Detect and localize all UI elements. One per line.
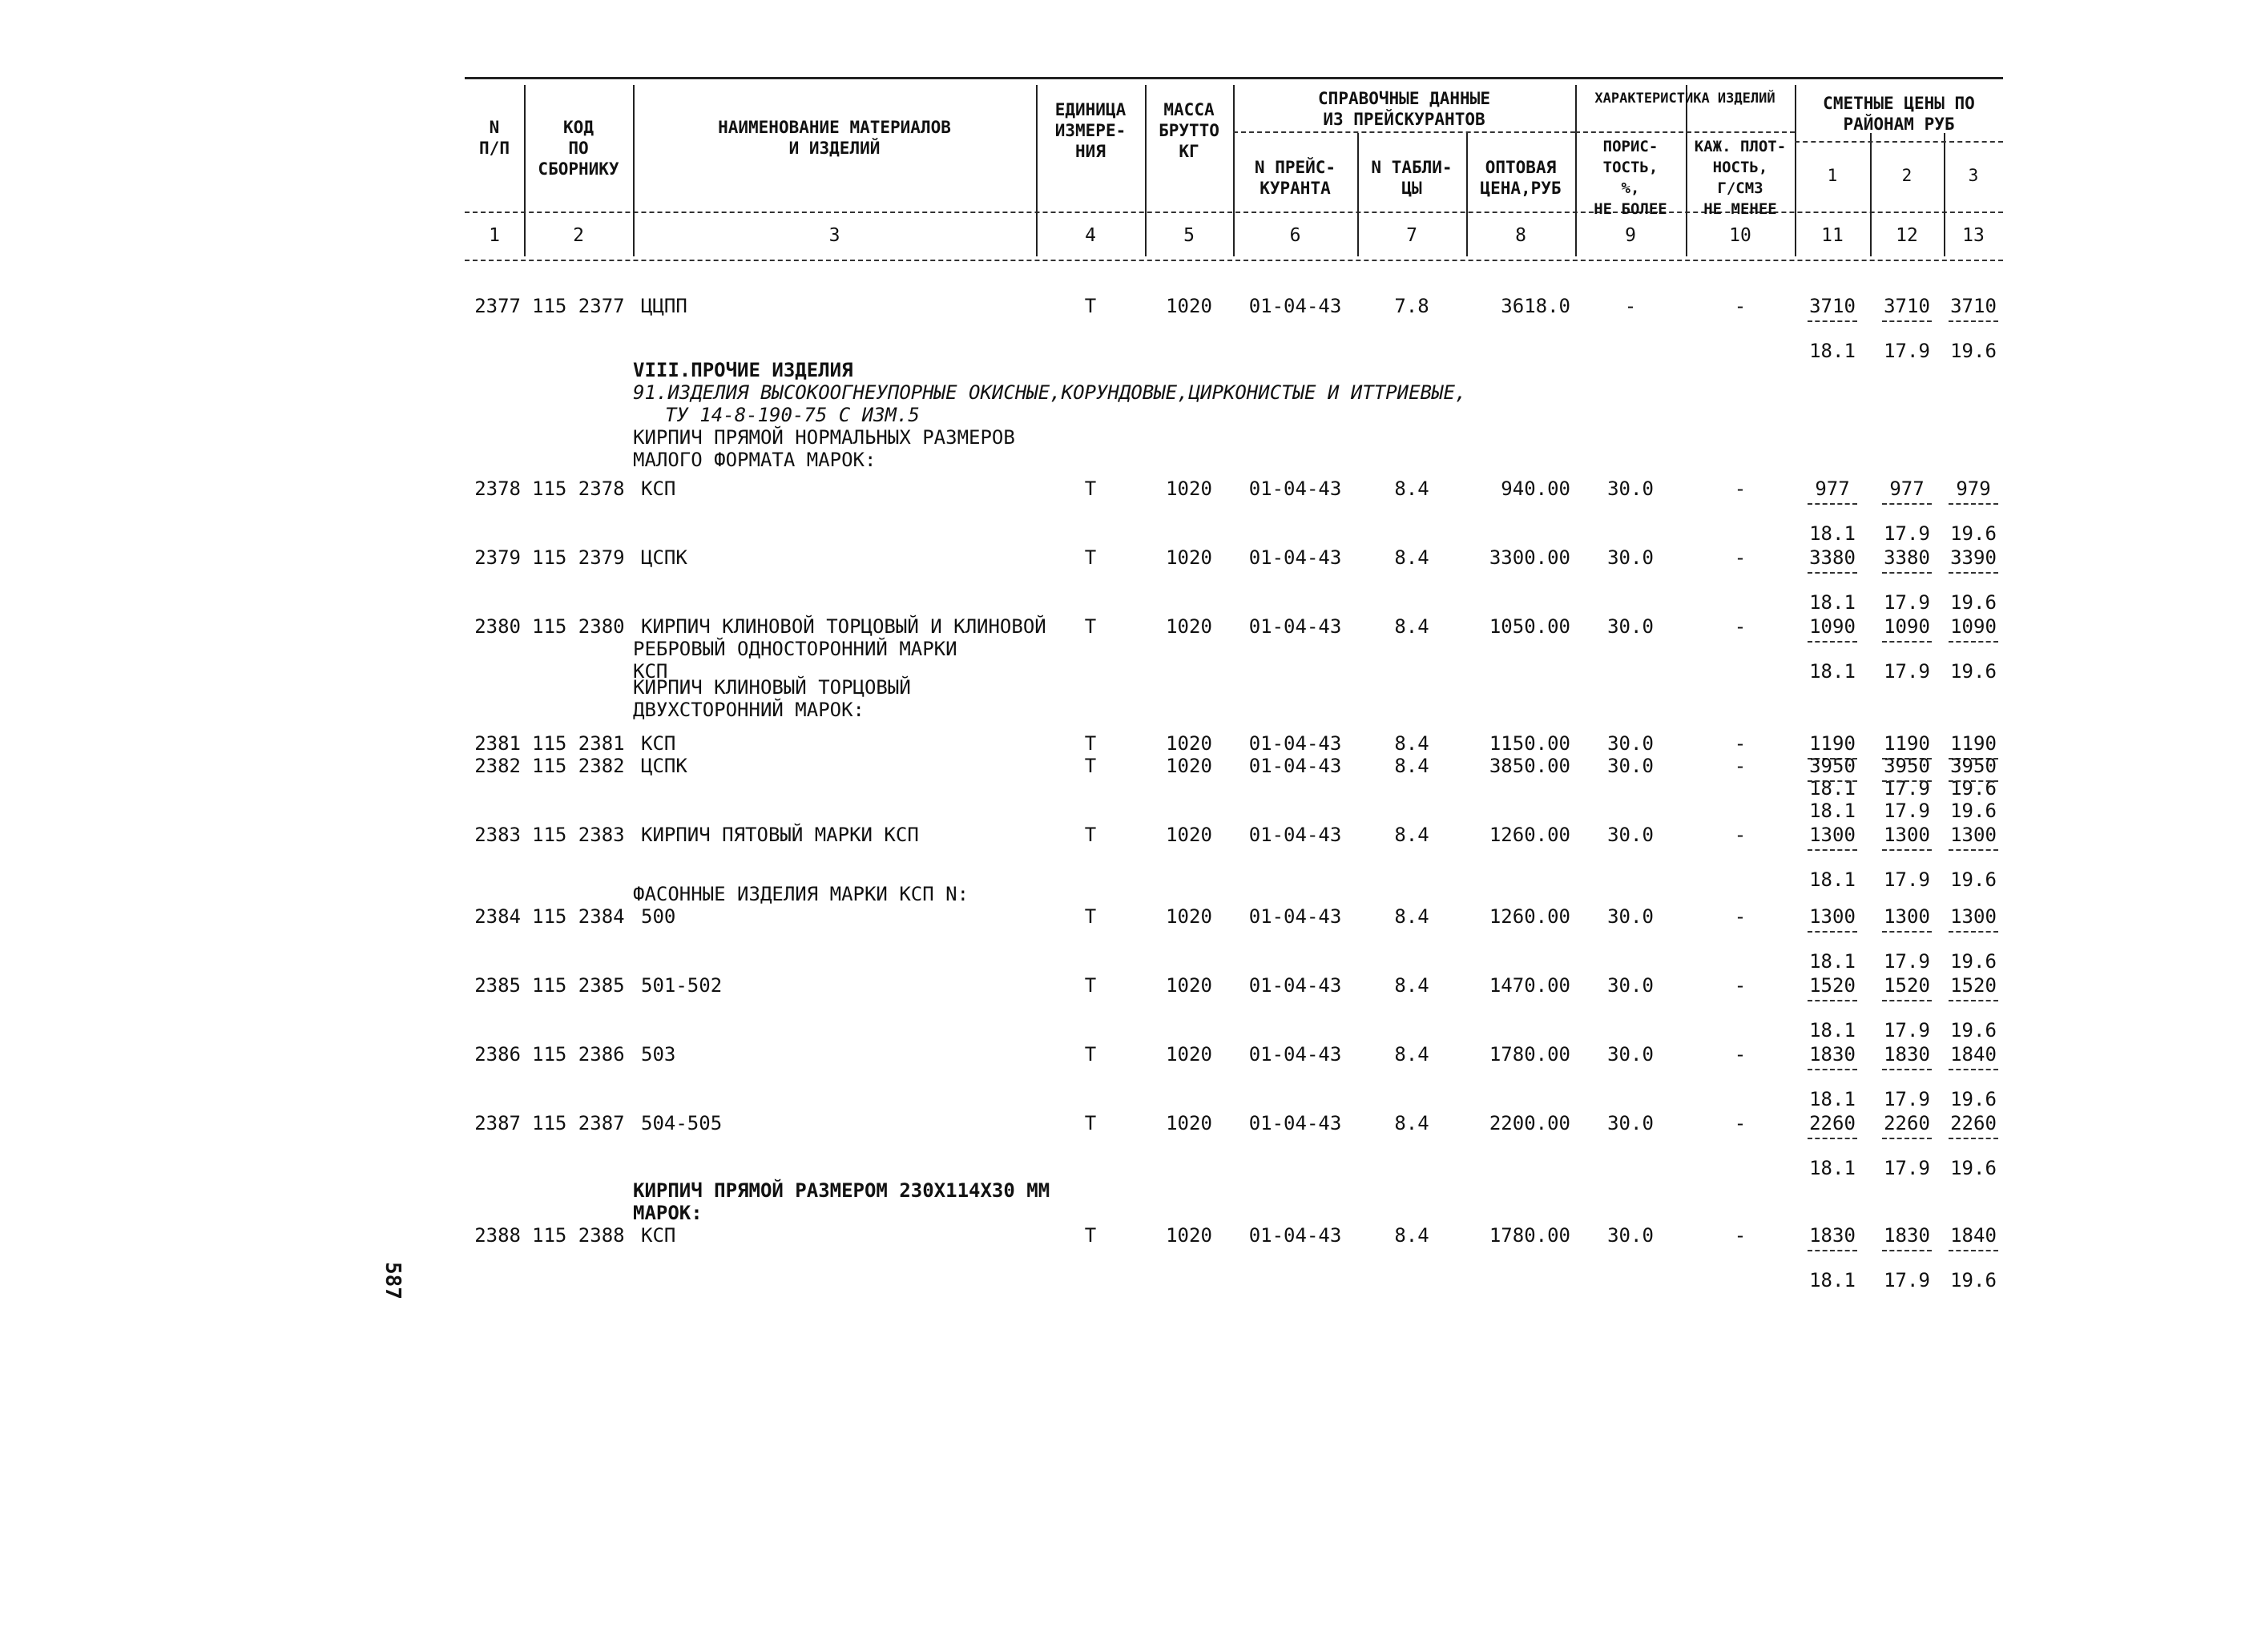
fraction-bar — [1882, 572, 1932, 574]
cell-por: 30.0 — [1607, 905, 1654, 928]
cell-name: КСП — [641, 732, 676, 755]
col-number: 6 — [1289, 225, 1301, 246]
cell-coef: 19.6 — [1950, 522, 1997, 545]
fraction-bar — [1808, 931, 1857, 933]
fraction-bar — [1808, 780, 1857, 782]
col-number: 7 — [1406, 225, 1417, 246]
cell-mass: 1020 — [1166, 905, 1212, 928]
cell-dens: - — [1734, 546, 1747, 569]
cell-p2: 1300 — [1884, 905, 1930, 928]
cell-n: 2378 — [474, 477, 521, 500]
cell-code: 115 2381 — [532, 732, 625, 755]
cell-unit: Т — [1084, 1043, 1097, 1066]
col-header-3: НАИМЕНОВАНИЕ МАТЕРИАЛОВ И ИЗДЕЛИЙ — [718, 118, 951, 158]
cell-p3: 1300 — [1950, 905, 1997, 928]
group-heading: ФАСОННЫЕ ИЗДЕЛИЯ МАРКИ КСП N: — [633, 883, 969, 905]
cell-mass: 1020 — [1166, 546, 1212, 569]
col-header-7: N ТАБЛИ- ЦЫ — [1371, 158, 1453, 198]
cell-unit: Т — [1084, 905, 1097, 928]
col-number: 13 — [1962, 225, 1985, 246]
fraction-bar — [1882, 1000, 1932, 1001]
cell-p1: 3380 — [1809, 546, 1856, 569]
cell-por: 30.0 — [1607, 1112, 1654, 1134]
cell-p3: 1190 — [1950, 732, 1997, 755]
header-bottom-rule — [465, 260, 2003, 261]
cell-unit: Т — [1084, 974, 1097, 997]
cell-code: 115 2387 — [532, 1112, 625, 1134]
cell-dens: - — [1734, 295, 1747, 317]
cell-price_list: 01-04-43 — [1248, 1112, 1342, 1134]
cell-coef: 18.1 — [1809, 777, 1856, 800]
fraction-bar — [1808, 1069, 1857, 1070]
cell-name: 503 — [641, 1043, 676, 1066]
cell-price_list: 01-04-43 — [1248, 755, 1342, 777]
cell-code: 115 2380 — [532, 615, 625, 638]
cell-unit: Т — [1084, 477, 1097, 500]
cell-code: 115 2388 — [532, 1224, 625, 1247]
fraction-bar — [1949, 931, 1998, 933]
group-heading: МАЛОГО ФОРМАТА МАРОК: — [633, 449, 877, 471]
cell-coef: 19.6 — [1950, 1019, 1997, 1042]
cell-code: 115 2384 — [532, 905, 625, 928]
cell-coef: 19.6 — [1950, 591, 1997, 614]
cell-coef: 17.9 — [1884, 591, 1930, 614]
cell-price_list: 01-04-43 — [1248, 974, 1342, 997]
fraction-bar — [1808, 503, 1857, 505]
cell-p1: 1520 — [1809, 974, 1856, 997]
fraction-bar — [1882, 1069, 1932, 1070]
cell-table: 8.4 — [1394, 1224, 1429, 1247]
cell-code: 115 2383 — [532, 824, 625, 846]
cell-name: 504-505 — [641, 1112, 723, 1134]
fraction-bar — [1949, 320, 1998, 322]
cell-p2: 1300 — [1884, 824, 1930, 846]
cell-coef: 19.6 — [1950, 1157, 1997, 1179]
cell-p3: 1840 — [1950, 1224, 1997, 1247]
fraction-bar — [1949, 503, 1998, 505]
cell-dens: - — [1734, 824, 1747, 846]
cell-por: 30.0 — [1607, 1224, 1654, 1247]
cell-coef: 18.1 — [1809, 1019, 1856, 1042]
cell-mass: 1020 — [1166, 295, 1212, 317]
fraction-bar — [1882, 320, 1932, 322]
col-header-5: МАССА БРУТТО КГ — [1159, 100, 1219, 161]
cell-p1: 2260 — [1809, 1112, 1856, 1134]
group-heading: КИРПИЧ КЛИНОВЫЙ ТОРЦОВЫЙ — [633, 676, 911, 699]
fraction-bar — [1808, 1138, 1857, 1139]
cell-p1: 1300 — [1809, 905, 1856, 928]
col-number: 2 — [573, 225, 584, 246]
fraction-bar — [1882, 1250, 1932, 1251]
cell-n: 2377 — [474, 295, 521, 317]
col-number: 5 — [1183, 225, 1195, 246]
cell-unit: Т — [1084, 1224, 1097, 1247]
cell-mass: 1020 — [1166, 732, 1212, 755]
subsection-spec: ТУ 14-8-190-75 С ИЗМ.5 — [665, 404, 920, 426]
cell-unit: Т — [1084, 824, 1097, 846]
cell-coef: 17.9 — [1884, 800, 1930, 822]
group-heading: ДВУХСТОРОННИЙ МАРОК: — [633, 699, 865, 721]
cell-table: 8.4 — [1394, 615, 1429, 638]
header-top-rule — [465, 77, 2003, 79]
cell-table: 8.4 — [1394, 824, 1429, 846]
cell-table: 8.4 — [1394, 1043, 1429, 1066]
cell-p3: 1300 — [1950, 824, 1997, 846]
fraction-bar — [1882, 931, 1932, 933]
cell-p1: 1190 — [1809, 732, 1856, 755]
cell-mass: 1020 — [1166, 824, 1212, 846]
cell-p3: 1520 — [1950, 974, 1997, 997]
subsection-heading: 91.ИЗДЕЛИЯ ВЫСОКООГНЕУПОРНЫЕ ОКИСНЫЕ,КОРУНДОВЫЕ,ЦИРКОНИСТЫЕ И ИТТРИЕВЫЕ, — [633, 381, 1467, 404]
cell-price: 1050.00 — [1489, 615, 1570, 638]
cell-coef: 19.6 — [1950, 800, 1997, 822]
cell-p2: 1830 — [1884, 1224, 1930, 1247]
cell-name: ЦЦПП — [641, 295, 687, 317]
cell-coef: 19.6 — [1950, 1088, 1997, 1110]
cell-coef: 17.9 — [1884, 777, 1930, 800]
cell-coef: 18.1 — [1809, 800, 1856, 822]
cell-price: 3618.0 — [1501, 295, 1570, 317]
cell-p3: 3390 — [1950, 546, 1997, 569]
fraction-bar — [1882, 1138, 1932, 1139]
cell-coef: 18.1 — [1809, 1088, 1856, 1110]
cell-coef: 17.9 — [1884, 1088, 1930, 1110]
cell-por: 30.0 — [1607, 755, 1654, 777]
cell-name: КИРПИЧ КЛИНОВОЙ ТОРЦОВЫЙ И КЛИНОВОЙ — [641, 615, 1046, 638]
cell-table: 8.4 — [1394, 732, 1429, 755]
cell-p3: 3950 — [1950, 755, 1997, 777]
cell-por: 30.0 — [1607, 732, 1654, 755]
cell-table: 8.4 — [1394, 755, 1429, 777]
cell-price_list: 01-04-43 — [1248, 615, 1342, 638]
cell-price_list: 01-04-43 — [1248, 1043, 1342, 1066]
cell-coef: 17.9 — [1884, 950, 1930, 973]
cell-por: 30.0 — [1607, 477, 1654, 500]
cell-coef: 18.1 — [1809, 340, 1856, 362]
cell-name: КИРПИЧ ПЯТОВЫЙ МАРКИ КСП — [641, 824, 919, 846]
cell-name-cont: РЕБРОВЫЙ ОДНОСТОРОННИЙ МАРКИ — [633, 638, 957, 660]
fraction-bar — [1808, 320, 1857, 322]
fraction-bar — [1882, 503, 1932, 505]
cell-p1: 3950 — [1809, 755, 1856, 777]
cell-coef: 19.6 — [1950, 340, 1997, 362]
cell-table: 8.4 — [1394, 477, 1429, 500]
fraction-bar — [1882, 641, 1932, 643]
cell-coef: 18.1 — [1809, 660, 1856, 683]
col-header-11: 1 — [1827, 166, 1838, 185]
cell-table: 7.8 — [1394, 295, 1429, 317]
header-sub-rule — [1233, 131, 1575, 133]
cell-name: КСП — [641, 477, 676, 500]
cell-n: 2379 — [474, 546, 521, 569]
cell-name: КСП — [641, 1224, 676, 1247]
cell-code: 115 2377 — [532, 295, 625, 317]
cell-n: 2387 — [474, 1112, 521, 1134]
cell-coef: 18.1 — [1809, 1269, 1856, 1291]
cell-price_list: 01-04-43 — [1248, 905, 1342, 928]
cell-code: 115 2378 — [532, 477, 625, 500]
cell-price_list: 01-04-43 — [1248, 732, 1342, 755]
col-header-4: ЕДИНИЦА ИЗМЕРЕ- НИЯ — [1054, 100, 1127, 161]
cell-p1: 977 — [1815, 477, 1850, 500]
cell-p3: 2260 — [1950, 1112, 1997, 1134]
cell-table: 8.4 — [1394, 546, 1429, 569]
cell-name: 500 — [641, 905, 676, 928]
col-number: 10 — [1729, 225, 1751, 246]
fraction-bar — [1808, 1000, 1857, 1001]
cell-unit: Т — [1084, 732, 1097, 755]
cell-coef: 17.9 — [1884, 1269, 1930, 1291]
cell-price: 1150.00 — [1489, 732, 1570, 755]
cell-price: 1470.00 — [1489, 974, 1570, 997]
cell-coef: 17.9 — [1884, 1157, 1930, 1179]
col-number: 4 — [1085, 225, 1096, 246]
col-header-111213: СМЕТНЫЕ ЦЕНЫ ПО РАЙОНАМ РУБ — [1823, 94, 1975, 134]
cell-dens: - — [1734, 732, 1747, 755]
cell-coef: 18.1 — [1809, 591, 1856, 614]
col-header-9: ПОРИС- ТОСТЬ, %, НЕ БОЛЕЕ — [1594, 138, 1667, 218]
fraction-bar — [1808, 849, 1857, 851]
col-header-678: СПРАВОЧНЫЕ ДАННЫЕ ИЗ ПРЕЙСКУРАНТОВ — [1318, 89, 1490, 129]
col-number: 1 — [489, 225, 500, 246]
cell-coef: 18.1 — [1809, 1157, 1856, 1179]
cell-table: 8.4 — [1394, 905, 1429, 928]
cell-dens: - — [1734, 974, 1747, 997]
cell-n: 2386 — [474, 1043, 521, 1066]
cell-price_list: 01-04-43 — [1248, 1224, 1342, 1247]
cell-dens: - — [1734, 755, 1747, 777]
cell-p1: 3710 — [1809, 295, 1856, 317]
cell-n: 2383 — [474, 824, 521, 846]
cell-unit: Т — [1084, 295, 1097, 317]
cell-code: 115 2379 — [532, 546, 625, 569]
cell-mass: 1020 — [1166, 974, 1212, 997]
fraction-bar — [1808, 1250, 1857, 1251]
cell-price: 1780.00 — [1489, 1043, 1570, 1066]
cell-coef: 18.1 — [1809, 522, 1856, 545]
cell-price: 2200.00 — [1489, 1112, 1570, 1134]
cell-p2: 1830 — [1884, 1043, 1930, 1066]
group-heading: КИРПИЧ ПРЯМОЙ НОРМАЛЬНЫХ РАЗМЕРОВ — [633, 426, 1015, 449]
col-header-1: N П/П — [479, 118, 510, 158]
fraction-bar — [1949, 849, 1998, 851]
cell-mass: 1020 — [1166, 755, 1212, 777]
cell-dens: - — [1734, 1224, 1747, 1247]
header-sub-rule — [1575, 131, 1795, 133]
cell-p3: 1090 — [1950, 615, 1997, 638]
cell-table: 8.4 — [1394, 1112, 1429, 1134]
cell-dens: - — [1734, 1112, 1747, 1134]
cell-p2: 3950 — [1884, 755, 1930, 777]
fraction-bar — [1949, 1250, 1998, 1251]
cell-n: 2382 — [474, 755, 521, 777]
cell-n: 2381 — [474, 732, 521, 755]
cell-p2: 1090 — [1884, 615, 1930, 638]
cell-por: 30.0 — [1607, 546, 1654, 569]
cell-p1: 1830 — [1809, 1043, 1856, 1066]
cell-mass: 1020 — [1166, 1112, 1212, 1134]
cell-price: 1260.00 — [1489, 905, 1570, 928]
cell-unit: Т — [1084, 615, 1097, 638]
cell-p1: 1300 — [1809, 824, 1856, 846]
cell-p2: 1520 — [1884, 974, 1930, 997]
cell-coef: 17.9 — [1884, 340, 1930, 362]
col-header-6: N ПРЕЙС- КУРАНТА — [1254, 158, 1336, 198]
cell-p3: 3710 — [1950, 295, 1997, 317]
cell-p1: 1830 — [1809, 1224, 1856, 1247]
cell-p2: 977 — [1889, 477, 1925, 500]
col-number: 8 — [1515, 225, 1526, 246]
col-number: 12 — [1896, 225, 1918, 246]
cell-coef: 17.9 — [1884, 522, 1930, 545]
cell-code: 115 2382 — [532, 755, 625, 777]
col-number: 9 — [1625, 225, 1636, 246]
cell-coef: 19.6 — [1950, 950, 1997, 973]
fraction-bar — [1808, 641, 1857, 643]
cell-code: 115 2386 — [532, 1043, 625, 1066]
col-header-910: ХАРАКТЕРИСТИКА ИЗДЕЛИЙ — [1594, 91, 1775, 107]
cell-price_list: 01-04-43 — [1248, 824, 1342, 846]
cell-por: 30.0 — [1607, 974, 1654, 997]
cell-price_list: 01-04-43 — [1248, 546, 1342, 569]
cell-por: 30.0 — [1607, 1043, 1654, 1066]
fraction-bar — [1808, 572, 1857, 574]
cell-n: 2385 — [474, 974, 521, 997]
cell-price_list: 01-04-43 — [1248, 295, 1342, 317]
cell-price: 3850.00 — [1489, 755, 1570, 777]
cell-p3: 1840 — [1950, 1043, 1997, 1066]
cell-coef: 19.6 — [1950, 1269, 1997, 1291]
cell-name: ЦСПК — [641, 755, 687, 777]
cell-name: 501-502 — [641, 974, 723, 997]
col-number: 11 — [1821, 225, 1844, 246]
fraction-bar — [1949, 1138, 1998, 1139]
cell-price: 940.00 — [1501, 477, 1570, 500]
cell-price: 3300.00 — [1489, 546, 1570, 569]
cell-coef: 17.9 — [1884, 660, 1930, 683]
fraction-bar — [1949, 1069, 1998, 1070]
cell-n: 2388 — [474, 1224, 521, 1247]
cell-coef: 17.9 — [1884, 868, 1930, 891]
cell-por: 30.0 — [1607, 824, 1654, 846]
cell-p2: 1190 — [1884, 732, 1930, 755]
cell-p3: 979 — [1956, 477, 1991, 500]
cell-p2: 3710 — [1884, 295, 1930, 317]
cell-unit: Т — [1084, 755, 1097, 777]
cell-price: 1260.00 — [1489, 824, 1570, 846]
cell-coef: 19.6 — [1950, 660, 1997, 683]
cell-mass: 1020 — [1166, 1224, 1212, 1247]
catalog-sheet — [465, 77, 2003, 1311]
cell-dens: - — [1734, 615, 1747, 638]
cell-dens: - — [1734, 477, 1747, 500]
cell-name: ЦСПК — [641, 546, 687, 569]
cell-unit: Т — [1084, 1112, 1097, 1134]
cell-name-cont: КСП — [633, 660, 668, 683]
cell-mass: 1020 — [1166, 1043, 1212, 1066]
cell-unit: Т — [1084, 546, 1097, 569]
fraction-bar — [1882, 780, 1932, 782]
fraction-bar — [1882, 849, 1932, 851]
cell-coef: 18.1 — [1809, 950, 1856, 973]
fraction-bar — [1949, 780, 1998, 782]
cell-price: 1780.00 — [1489, 1224, 1570, 1247]
section-heading: VIII.ПРОЧИЕ ИЗДЕЛИЯ — [633, 359, 853, 381]
fraction-bar — [1949, 641, 1998, 643]
cell-p2: 2260 — [1884, 1112, 1930, 1134]
col-header-2: КОД ПО СБОРНИКУ — [538, 118, 619, 179]
group-heading: МАРОК: — [633, 1202, 703, 1224]
cell-coef: 17.9 — [1884, 1019, 1930, 1042]
cell-code: 115 2385 — [532, 974, 625, 997]
col-header-12: 2 — [1901, 166, 1913, 185]
cell-n: 2384 — [474, 905, 521, 928]
header-sub-rule — [1795, 141, 2003, 143]
cell-coef: 19.6 — [1950, 777, 1997, 800]
cell-dens: - — [1734, 905, 1747, 928]
group-heading: КИРПИЧ ПРЯМОЙ РАЗМЕРОМ 230Х114Х30 ММ — [633, 1179, 1050, 1202]
cell-mass: 1020 — [1166, 477, 1212, 500]
cell-n: 2380 — [474, 615, 521, 638]
fraction-bar — [1949, 572, 1998, 574]
cell-por: - — [1624, 295, 1637, 317]
page-number: 587 — [381, 1262, 405, 1299]
cell-p2: 3380 — [1884, 546, 1930, 569]
cell-coef: 19.6 — [1950, 868, 1997, 891]
col-header-13: 3 — [1968, 166, 1979, 185]
cell-mass: 1020 — [1166, 615, 1212, 638]
cell-dens: - — [1734, 1043, 1747, 1066]
col-header-10: КАЖ. ПЛОТ- НОСТЬ, Г/СМ3 НЕ МЕНЕЕ — [1694, 138, 1787, 218]
fraction-bar — [1949, 1000, 1998, 1001]
cell-por: 30.0 — [1607, 615, 1654, 638]
cell-table: 8.4 — [1394, 974, 1429, 997]
col-header-8: ОПТОВАЯ ЦЕНА,РУБ — [1480, 158, 1562, 198]
cell-price_list: 01-04-43 — [1248, 477, 1342, 500]
cell-coef: 18.1 — [1809, 868, 1856, 891]
cell-p1: 1090 — [1809, 615, 1856, 638]
col-number: 3 — [828, 225, 840, 246]
